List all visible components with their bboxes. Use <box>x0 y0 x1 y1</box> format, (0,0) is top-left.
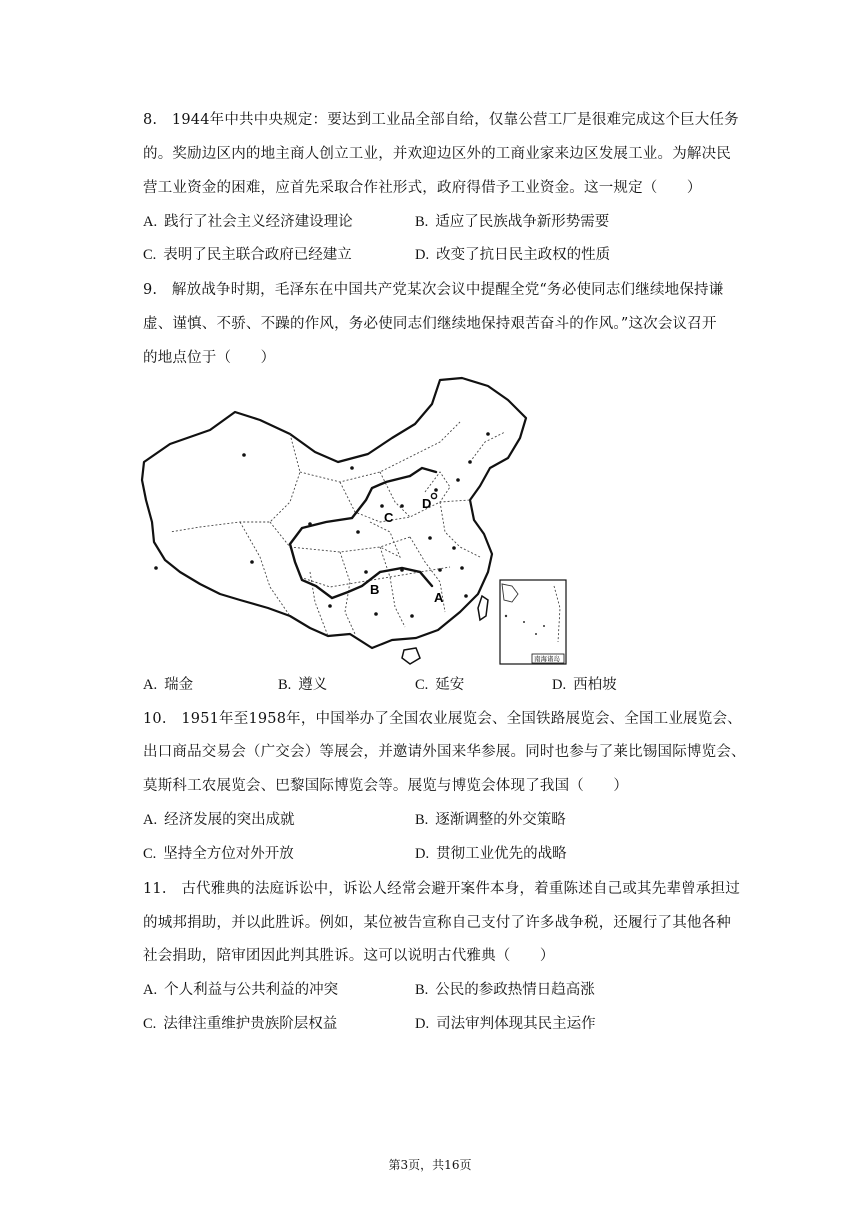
map-label-b: B <box>370 582 380 597</box>
q11-stem-line-1: 11. 古代雅典的法庭诉讼中，诉讼人经常会避开案件本身，着重陈述自己或其先辈曾承担过 <box>143 881 740 897</box>
page-footer: 第3页，共16页 <box>388 1158 472 1172</box>
map-label-c: C <box>384 510 394 525</box>
china-map-figure <box>140 372 570 668</box>
taiwan-island <box>478 596 488 620</box>
q8-option-a[interactable]: A. 践行了社会主义经济建设理论 <box>143 214 353 230</box>
q9-option-d[interactable]: D. 西柏坡 <box>552 677 617 693</box>
q10-stem-line-2: 出口商品交易会（广交会）等展会，并邀请外国来华参展。同时也参与了莱比锡国际博览会、 <box>143 744 746 760</box>
q9-option-c[interactable]: C. 延安 <box>415 677 465 693</box>
q8-stem-line-2: 的。奖励边区内的地主商人创立工业，并欢迎边区外的工商业家来边区发展工业。为解决民 <box>143 146 731 162</box>
q10-option-b[interactable]: B. 逐渐调整的外交策略 <box>415 812 566 828</box>
inset-caption: 南海诸岛 <box>534 655 560 663</box>
q8-option-d[interactable]: D. 改变了抗日民主政权的性质 <box>415 247 611 263</box>
q11-stem-line-3: 社会捐助，陪审团因此判其胜诉。这可以说明古代雅典（ ） <box>143 948 555 964</box>
q8-stem-line-1: 8. 1944年中共中央规定：要达到工业品全部自给，仅靠公营工厂是很难完成这个巨大任务 <box>143 112 739 128</box>
china-outline <box>142 378 526 648</box>
q10-option-c[interactable]: C. 坚持全方位对外开放 <box>143 846 294 862</box>
q9-stem-line-2: 虚、谨慎、不骄、不躁的作风，务必使同志们继续地保持艰苦奋斗的作风。”这次会议召开 <box>143 316 717 332</box>
q10-stem-line-1: 10. 1951年至1958年，中国举办了全国农业展览会、全国铁路展览会、全国工业展览会、 <box>143 711 742 727</box>
q11-stem-line-2: 的城邦捐助，并以此胜诉。例如，某位被告宣称自己支付了许多战争税，还履行了其他各种 <box>143 915 731 931</box>
q11-option-a[interactable]: A. 个人利益与公共利益的冲突 <box>143 982 339 998</box>
q10-stem-line-3: 莫斯科工农展览会、巴黎国际博览会等。展览与博览会体现了我国（ ） <box>143 778 629 794</box>
q8-option-c[interactable]: C. 表明了民主联合政府已经建立 <box>143 247 352 263</box>
map-label-a: A <box>434 590 444 605</box>
q11-option-c[interactable]: C. 法律注重维护贵族阶层权益 <box>143 1016 338 1032</box>
q9-option-a[interactable]: A. 瑞金 <box>143 677 194 693</box>
map-label-d: D <box>422 496 432 511</box>
south-china-sea-inset <box>500 580 566 664</box>
q10-option-a[interactable]: A. 经济发展的突出成就 <box>143 812 295 828</box>
q8-option-b[interactable]: B. 适应了民族战争新形势需要 <box>415 214 610 230</box>
q9-stem-line-3: 的地点位于（ ） <box>143 350 276 366</box>
q9-stem-line-1: 9. 解放战争时期，毛泽东在中国共产党某次会议中提醒全党“务必使同志们继续地保持谦 <box>143 282 724 298</box>
q11-option-d[interactable]: D. 司法审判体现其民主运作 <box>415 1016 596 1032</box>
q10-option-d[interactable]: D. 贯彻工业优先的战略 <box>415 846 567 862</box>
q11-option-b[interactable]: B. 公民的参政热情日趋高涨 <box>415 982 595 998</box>
hainan-island <box>402 648 420 664</box>
q8-stem-line-3: 营工业资金的困难，应首先采取合作社形式，政府得借予工业资金。这一规定（ ） <box>143 180 702 196</box>
q9-option-b[interactable]: B. 遵义 <box>278 677 328 693</box>
